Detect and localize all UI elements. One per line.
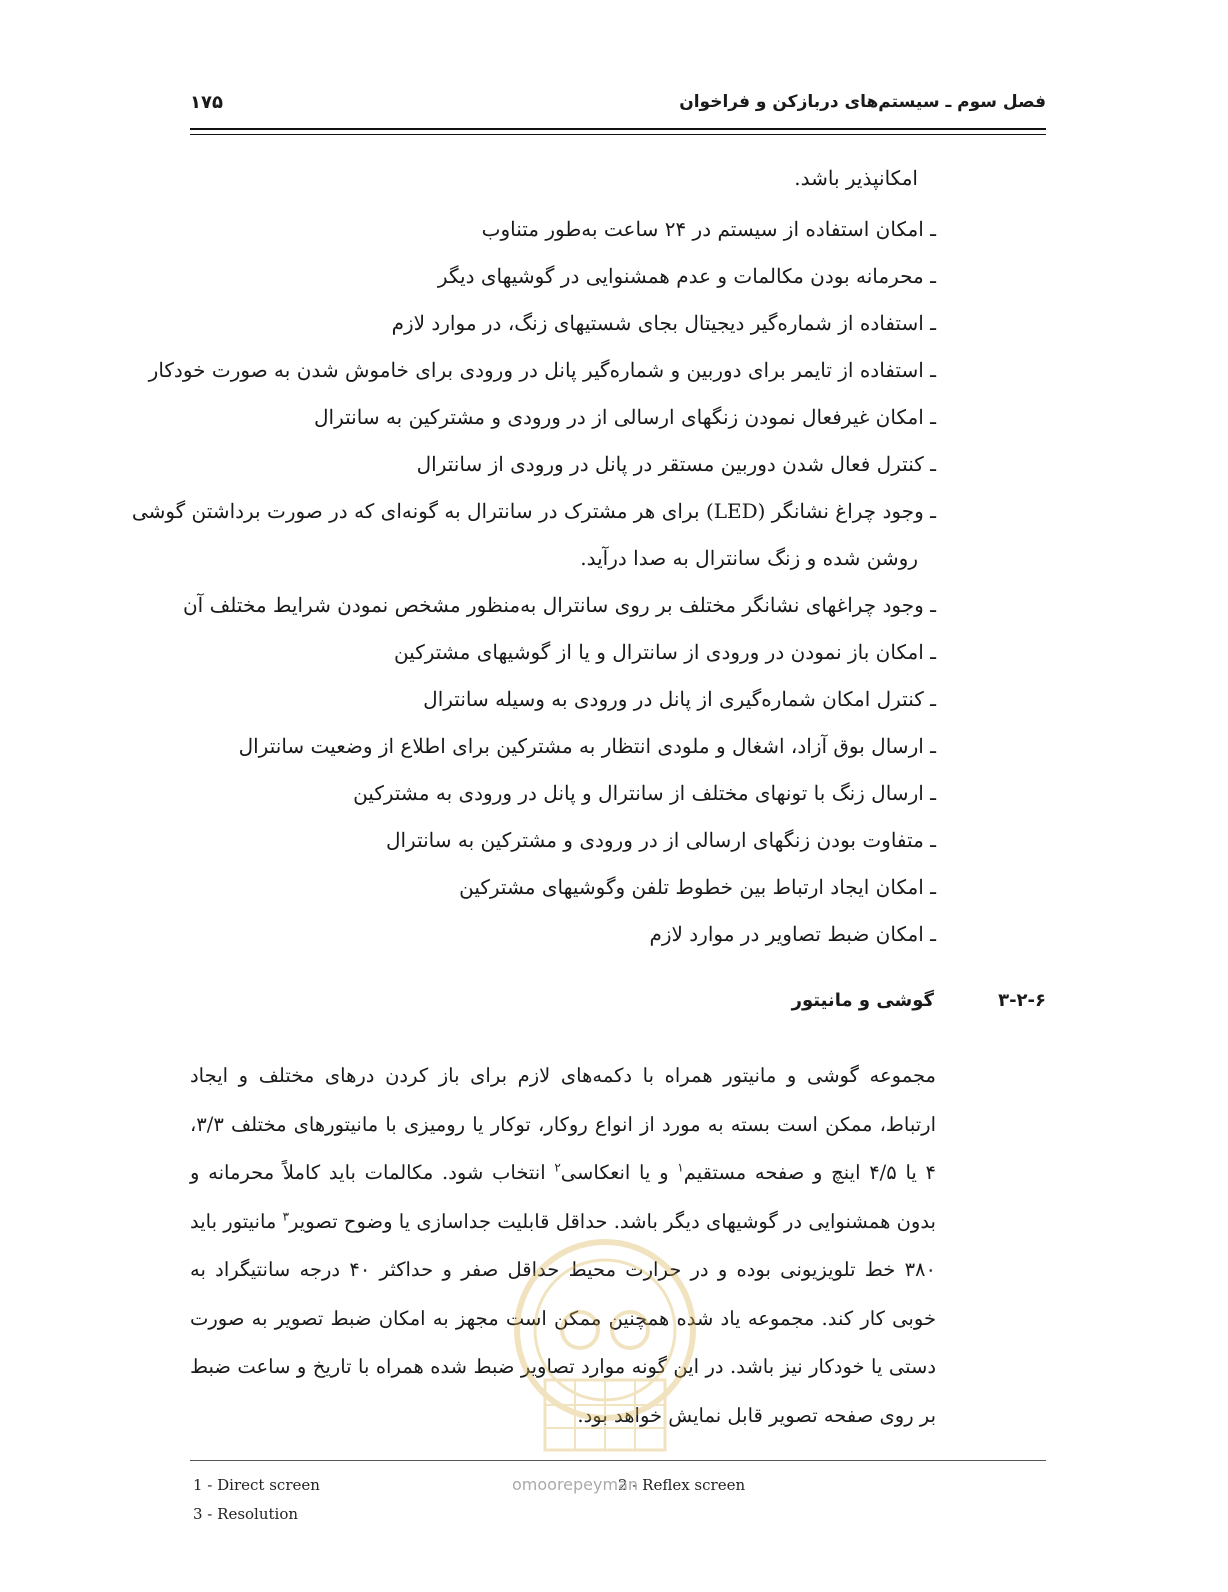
body-text-part: و یا انعکاسی: [560, 1161, 678, 1184]
page-number: ۱۷۵: [190, 92, 223, 113]
list-item: ـ امکان غیرفعال نمودن زنگهای ارسالی از در ورودی و مشترکین به سانترال: [314, 405, 936, 429]
list-item: ـ استفاده از تایمر برای دوربین و شماره‌گیر پانل در ورودی برای خاموش شدن به صورت خودکار: [148, 358, 936, 382]
chapter-title: فصل سوم ـ سیستم‌های دربازکن و فراخوان: [679, 92, 1046, 112]
footnote-rule: [190, 1460, 1046, 1461]
feature-list: [131, 206, 936, 958]
list-item: ـ کنترل امکان شماره‌گیری از پانل در ورودی به وسیله سانترال: [423, 687, 936, 711]
list-item: ـ ارسال بوق آزاد، اشغال و ملودی انتظار به مشترکین برای اطلاع از وضعیت سانترال: [238, 734, 936, 758]
body-text-part: مانیتور باید ۳۸۰ خط تلویزیونی بوده و در حرارت محیط حداقل صفر و حداکثر ۴۰ درجه سانتیگراد به خوبی کار کند. مجموعه یاد شده همچنین ممکن است مجهز به امکان ضبط تصویر به صورت دستی یا خودکار نیز باشد. در این گونه موارد تصاویر ضبط شده همراه با تاریخ و ساعت ضبط بر روی صفحه تصویر قابل نمایش خواهد بود.: [190, 1209, 936, 1427]
list-item: ـ امکان ضبط تصاویر در موارد لازم: [649, 922, 936, 946]
list-item: ـ متفاوت بودن زنگهای ارسالی از در ورودی و مشترکین به سانترال: [385, 828, 936, 852]
watermark-seal-icon: [500, 1230, 710, 1460]
footnote-2: 2 - Reflex screen: [618, 1476, 746, 1494]
list-item: ـ وجود چراغهای نشانگر مختلف بر روی سانترال به‌منظور مشخص نمودن شرایط مختلف آن: [182, 593, 936, 617]
intro-line: امکانپذیر باشد.: [794, 166, 918, 190]
list-item: ـ استفاده از شماره‌گیر دیجیتال بجای شستیهای زنگ، در موارد لازم: [391, 311, 936, 335]
list-item: ـ محرمانه بودن مکالمات و عدم همشنوایی در گوشیهای دیگر: [437, 264, 936, 288]
header-rule-thick: [190, 128, 1046, 130]
page-header: [190, 92, 1046, 124]
footnote-1: 1 - Direct screen: [193, 1476, 320, 1494]
header-rule-thin: [190, 134, 1046, 135]
footnote-ref: ۲: [554, 1160, 561, 1175]
list-item: ـ وجود چراغ نشانگر (LED) برای هر مشترک در سانترال به گونه‌ای که در صورت برداشتن گوشی: [131, 499, 936, 523]
list-item: ـ امکان باز نمودن در ورودی از سانترال و یا از گوشیهای مشترکین: [393, 640, 936, 664]
body-text-part: انتخاب شود. مکالمات باید کاملاً محرمانه و بدون همشنوایی در گوشیهای دیگر باشد. حداقل قابلیت جداسازی یا وضوح تصویر: [190, 1161, 936, 1233]
list-item: ـ ارسال زنگ با تونهای مختلف از سانترال و پانل در ورودی به مشترکین: [353, 781, 936, 805]
section-number: ۳-۲-۶: [998, 990, 1046, 1011]
list-item-continuation: روشن شده و زنگ سانترال به صدا درآید.: [580, 546, 918, 570]
list-item: ـ امکان استفاده از سیستم در ۲۴ ساعت به‌طور متناوب: [481, 217, 936, 241]
list-item: ـ کنترل فعال شدن دوربین مستقر در پانل در ورودی از سانترال: [416, 452, 936, 476]
section-title: گوشی و مانیتور: [791, 990, 934, 1011]
site-watermark-text: omoorepeyman: [512, 1475, 639, 1494]
footnote-3: 3 - Resolution: [193, 1505, 299, 1523]
body-text-part: مجموعه گوشی و مانیتور همراه با دکمه‌های لازم برای باز کردن درهای مختلف و ایجاد ارتباط، ممکن است بسته به مورد از انواع روکار، توکار یا رومیزی با مانیتورهای مختلف ۳/۳، ۴ یا ۴/۵ اینچ و صفحه مستقیم: [190, 1064, 936, 1184]
section-heading: [190, 990, 1046, 1020]
footnote-ref: ۱: [677, 1160, 684, 1175]
footnote-ref: ۳: [282, 1209, 290, 1223]
list-item: ـ امکان ایجاد ارتباط بین خطوط تلفن وگوشیهای مشترکین: [459, 875, 936, 899]
